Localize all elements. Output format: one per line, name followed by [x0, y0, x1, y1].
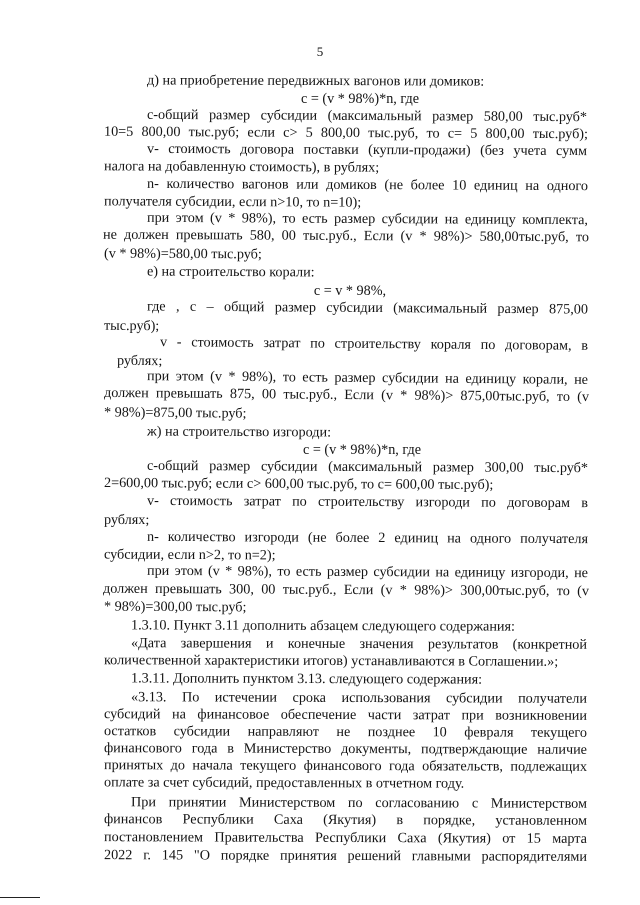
text-line: (v * 98%)=580,00 тыс.руб; — [103, 245, 262, 263]
text-line: * 98%)=875,00 тыс.руб; — [103, 404, 247, 422]
text-line: остатков субсидии направляют не позднее 10 февраля текущего — [103, 723, 588, 741]
text-line: при этом (v * 98%), то есть размер субсидии на единицу комплекта, — [146, 209, 589, 229]
text-line: тыс.руб); — [103, 317, 160, 335]
text-line: v- стоимость затрат по строительству изгороди по договорам в — [146, 492, 589, 512]
text-line: налога на добавленную стоимость), в рублях; — [103, 158, 380, 176]
page-number: 5 — [316, 44, 324, 59]
text-line: При принятии Министерством по согласованию с Министерством — [130, 794, 588, 812]
text-line: с = (v * 98%)*n, где — [302, 442, 422, 458]
text-line: n- количество вагонов или домиков (не более 10 единиц на одного — [146, 175, 589, 195]
text-line: «Дата завершения и конечные значения результатов (конкретной — [130, 635, 588, 653]
text-line: рублях; — [116, 352, 163, 370]
text-line: субсидий на финансовое обеспечение части затрат при возникновении — [103, 706, 588, 724]
text-line: где , с – общий размер субсидии (максимальный размер 875,00 — [146, 298, 589, 318]
text-line: должен превышать 300, 00 тыс.руб., Если (v * 98%)> 300,00тыс.руб, то (v — [102, 580, 590, 600]
text-line: постановлением Правительства Республики Саха (Якутия) от 15 марта — [103, 829, 588, 847]
text-line: при этом (v * 98%), то есть размер субсидии на единицу изгороди, не — [146, 562, 589, 582]
text-line: * 98%)=300,00 тыс.руб; — [103, 598, 247, 616]
text-line: принятых до начала текущего финансового года обязательств, подлежащих — [103, 757, 588, 775]
text-line: 1.3.10. Пункт 3.11 дополнить абзацем следующего содержания: — [130, 617, 516, 635]
text-line: 2022 г. 145 "О порядке принятия решений главными распорядителями — [103, 847, 588, 865]
text-line: «3.13. По истечении срока использования субсидии получатели — [130, 689, 588, 707]
text-line: оплате за счет субсидий, предоставленных в отчетном году. — [103, 774, 465, 792]
text-line: 10=5 800,00 тыс.руб; если с> 5 800,00 тыс.руб, то с= 5 800,00 тыс.руб); — [103, 123, 589, 143]
text-line: ж) на строительство изгороди: — [146, 423, 332, 441]
text-line: д) на приобретение передвижных вагонов или домиков: — [146, 72, 485, 90]
text-line: с = v * 98%, — [313, 283, 387, 299]
text-line: v- стоимость договора поставки (купли-продажи) (без учета сумм — [146, 140, 588, 160]
text-line: финансового года в Министерство документы, подтверждающие наличие — [103, 740, 588, 758]
text-line: с-общий размер субсидии (максимальный размер 580,00 тыс.руб* — [146, 106, 588, 126]
text-line: 2=600,00 тыс.руб; если с> 600,00 тыс.руб, то с= 600,00 тыс.руб); — [103, 474, 494, 494]
text-line: с = (v * 98%)*n, где — [300, 91, 420, 107]
text-line: v - стоимость затрат по строительству кораля по договорам, в — [159, 334, 589, 354]
text-line: рублях; — [103, 511, 150, 529]
text-line: n- количество изгороди (не более 2 единиц на одного получателя — [146, 528, 589, 548]
text-line: субсидии, если n>2, то n=2); — [103, 546, 276, 564]
text-line: е) на строительство корали: — [146, 263, 315, 281]
text-line: не должен превышать 580, 00 тыс.руб., Если (v * 98%)> 580,00тыс.руб, то — [102, 226, 590, 246]
text-line: должен превышать 875, 00 тыс.руб., Если (v * 98%)> 875,00тыс.руб, то (v — [103, 384, 590, 406]
text-line: при этом (v * 98%), то есть размер субсидии на единицу корали, не — [146, 368, 589, 388]
text-line: получателя субсидии, если n>10, то n=10); — [103, 193, 362, 211]
text-line: 1.3.11. Дополнить пунктом 3.13. следующего содержания: — [130, 670, 483, 688]
text-line: финансов Республики Саха (Якутия) в порядке, установленном — [103, 811, 588, 829]
text-line: с-общий размер субсидии (максимальный размер 300,00 тыс.руб* — [146, 457, 589, 477]
text-line: количественной характеристики итогов) устанавливаются в Соглашении.»; — [103, 652, 559, 670]
footer-rule — [0, 897, 40, 898]
